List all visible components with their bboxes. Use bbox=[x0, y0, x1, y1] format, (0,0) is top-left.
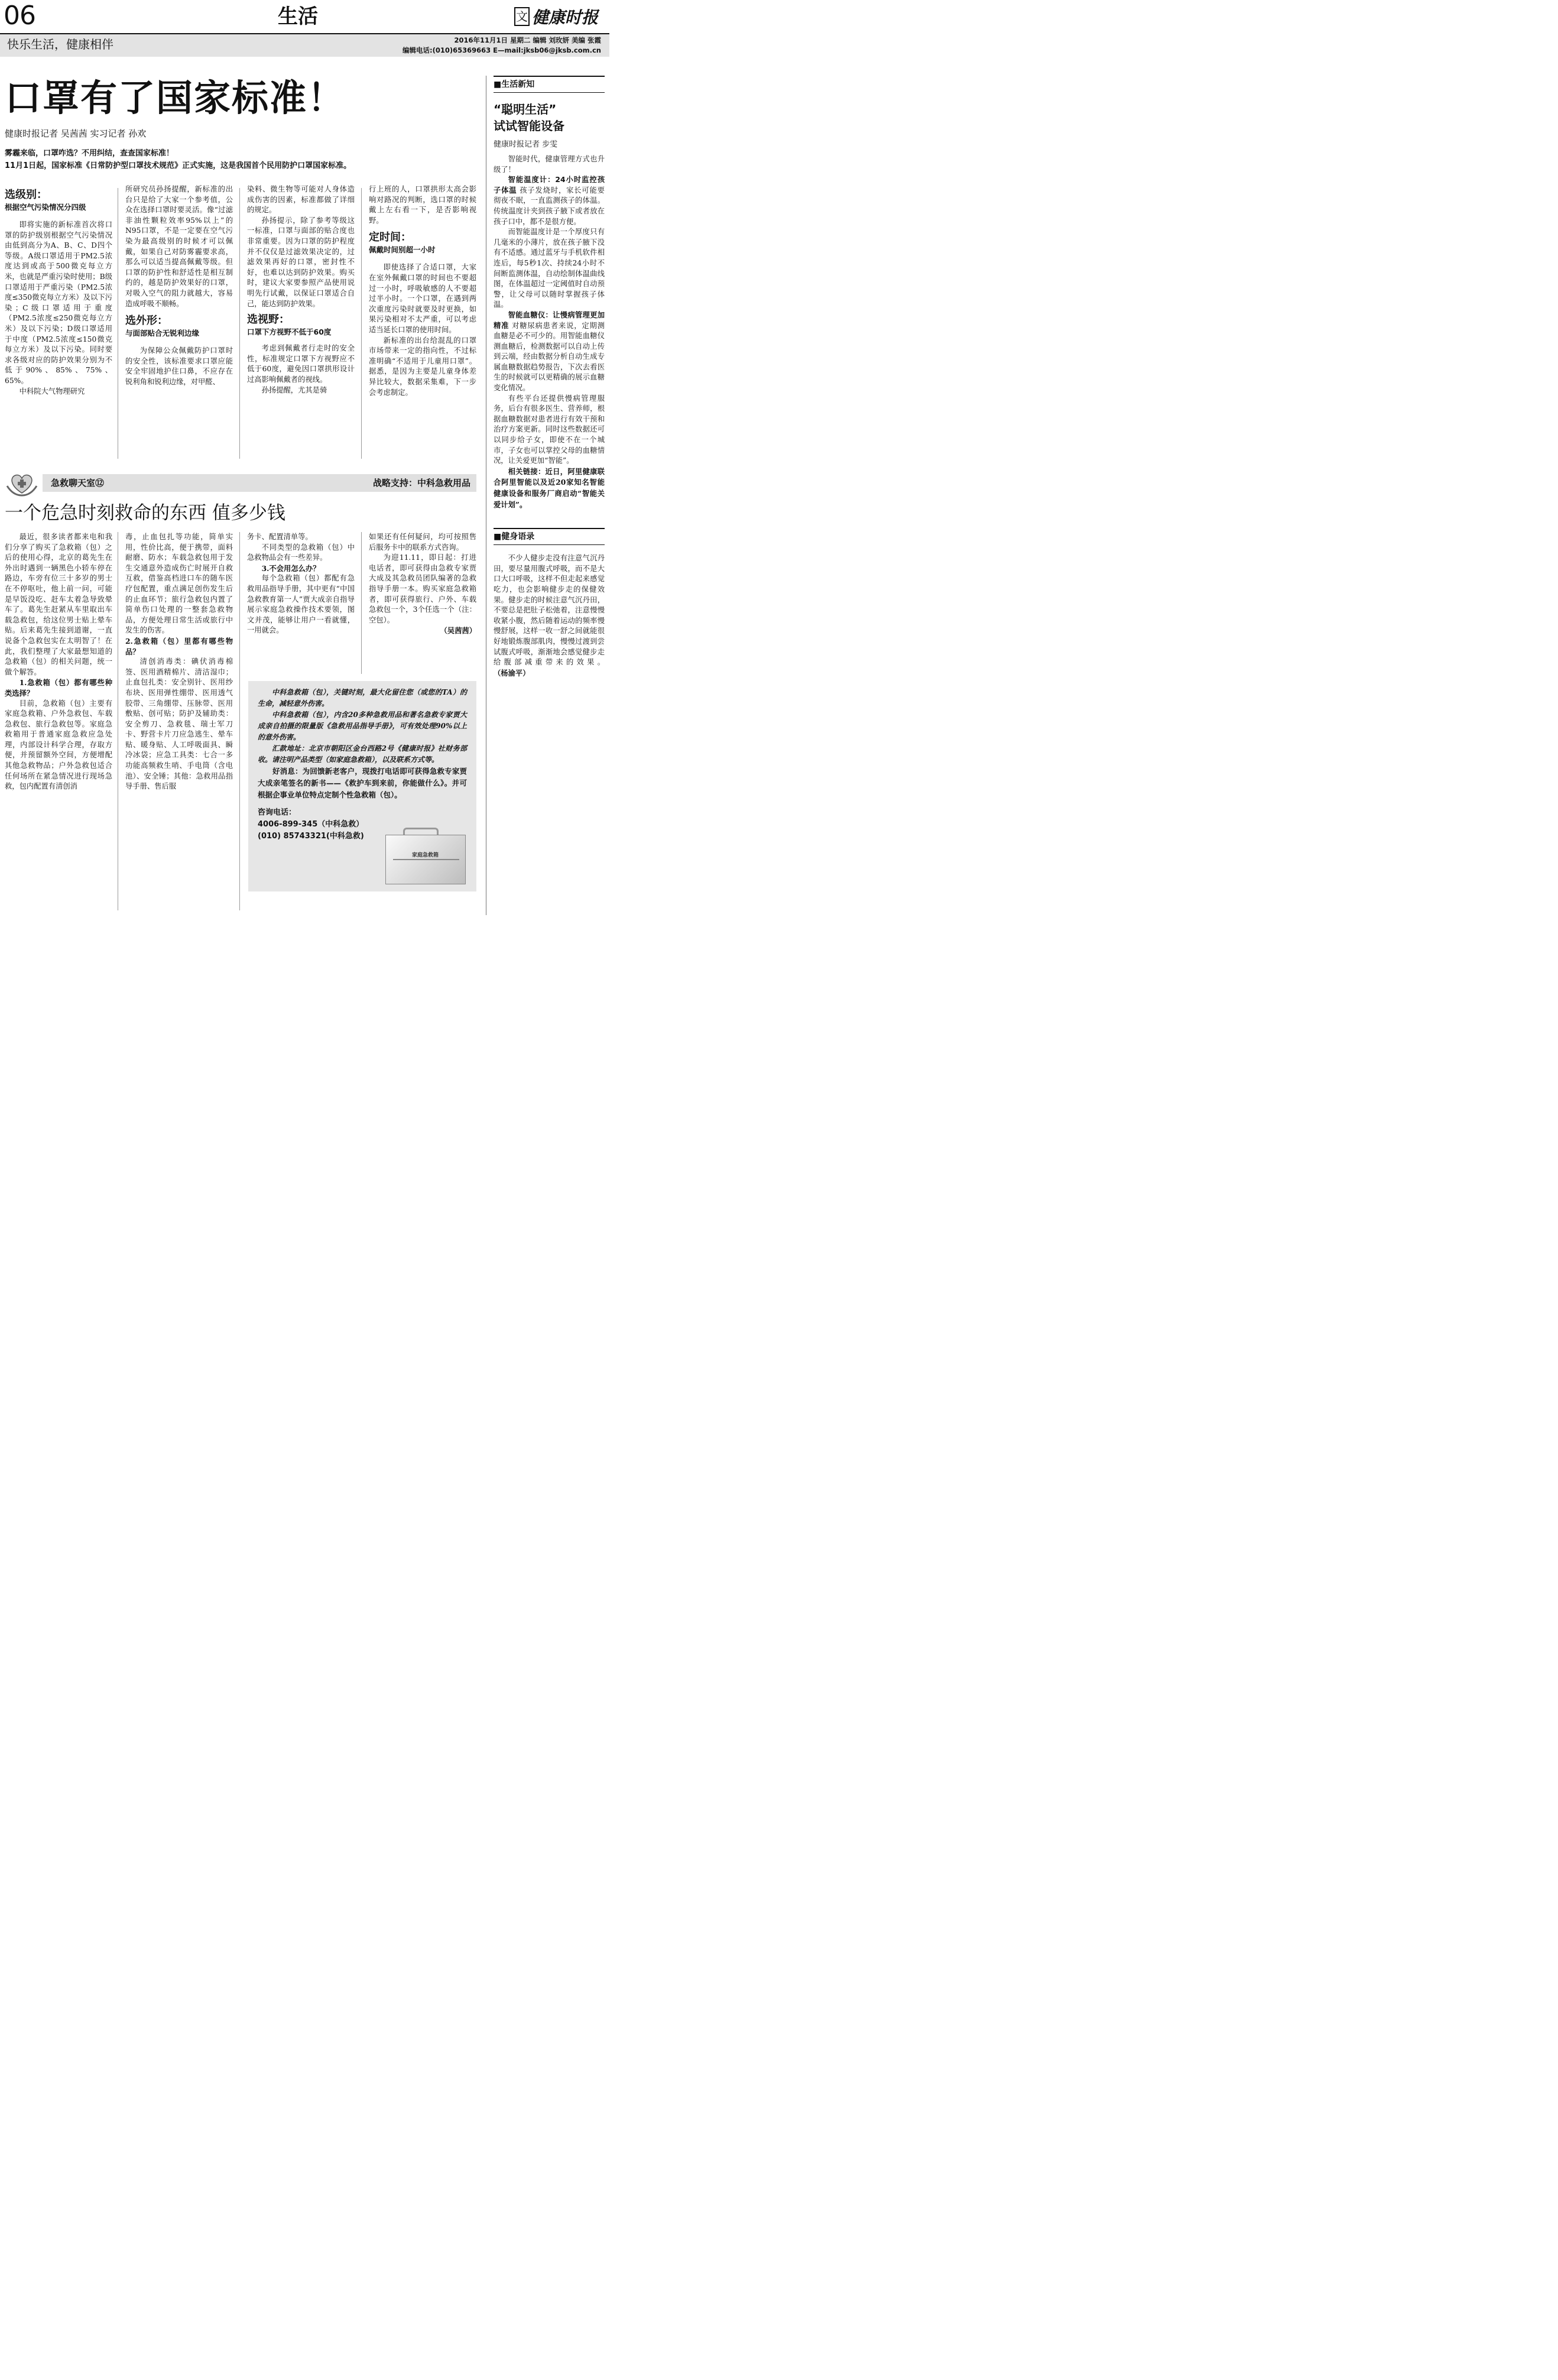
lead-column-1 bbox=[5, 188, 112, 397]
slogan: 快乐生活，健康相伴 bbox=[7, 37, 113, 51]
sidebar-lead-thermometer: 智能温度计：24小时监控孩子体温 bbox=[494, 176, 605, 194]
question-heading: 1.急救箱（包）都有哪些种类选择？ bbox=[5, 678, 112, 698]
sidebar-section-label: ■生活新知 bbox=[494, 80, 535, 89]
issue-line: 2016年11月1日 星期二 编辑 刘玫妍 美编 张霞 bbox=[454, 36, 601, 44]
column-divider bbox=[361, 532, 362, 674]
body-paragraph: 如果还有任何疑问，均可按照售后服务卡中的联系方式咨询。 bbox=[369, 533, 476, 552]
sidebar-lead-glucose: 智能血糖仪：让慢病管理更加精准 bbox=[494, 310, 605, 330]
body-paragraph: 染料、微生物等可能对人身体造成伤害的因素，标准都做了详细的规定。 bbox=[247, 185, 355, 215]
section-heading-shape: 选外形： bbox=[125, 314, 168, 328]
sidebar-text: 近日，阿里健康联合阿里智能以及近20家知名智能健康设备和服务厂商启动“智能关爱计划”。 bbox=[494, 466, 605, 509]
body-paragraph: 即使选择了合适口罩，大家在室外佩戴口罩的时间也不要超过一小时，呼吸敏感的人不要超过半小时。一个口罩，在遇到两次重度污染时就要及时更换，如果污染相对不太严重，可以考虑适当延长口罩的使用时间。 bbox=[369, 263, 476, 334]
ad-paragraph: 中科急救箱（包），内含20多种急救用品和著名急救专家贾大成亲自拍摄的限量版《急救用品指导手册》，可有效处理90%以上的意外伤害。 bbox=[258, 711, 467, 741]
ad-paragraph: 汇款地址：北京市朝阳区金台西路2号《健康时报》社财务部收。请注明产品类型（如家庭急救箱），以及联系方式等。 bbox=[258, 744, 467, 764]
first-aid-column-1 bbox=[5, 532, 112, 792]
sidebar-paragraph bbox=[494, 175, 605, 227]
body-paragraph: 为保障公众佩戴防护口罩时的安全性，该标准要求口罩应能安全牢固地护住口鼻，不应存在锐利角和锐利边缘，对甲醛、 bbox=[125, 346, 233, 386]
section-heading-time: 定时间： bbox=[369, 231, 411, 244]
sponsor-line: 战略支持：中科急救用品 bbox=[372, 478, 470, 488]
lead-byline: 健康时报记者 吴茜茜 实习记者 孙欢 bbox=[5, 128, 147, 139]
article-signature: （吴茜茜） bbox=[440, 626, 476, 635]
body-paragraph: 最近，很多读者都来电和我们分享了购买了急救箱（包）之后的使用心得，北京的葛先生在外出时遇到一辆黑色小轿车停在路边，车旁有位三十多岁的男士在不停呕吐，他上前一问，可能是早饭没吃、赶车太着急导致晕车了。葛先生赶紧从车里取出车载急救包，给这位男士贴上晕车贴。后来葛先生接到道谢，一直说备个急救包实在太明智了！在此，我们整理了大家最想知道的急救箱（包）的相关问题，统一做个解答。 bbox=[5, 533, 112, 676]
lead-intro-1: 雾霾来临，口罩咋选？不用纠结，查查国家标准！ bbox=[5, 149, 174, 158]
sidebar-paragraph bbox=[494, 310, 605, 394]
lead-headline: 口罩有了国家标准！ bbox=[5, 76, 346, 119]
lead-column-3 bbox=[247, 184, 355, 395]
phone-number-2: (010) 85743321(中科急救) bbox=[258, 832, 364, 841]
phone-number-1: 4006-899-345（中科急救） bbox=[258, 820, 364, 829]
body-paragraph: 务卡、配置清单等。 bbox=[247, 533, 313, 541]
question-heading: 3.不会用怎么办？ bbox=[261, 563, 320, 573]
section-subheading-shape: 与面部贴合无锐利边缘 bbox=[125, 329, 200, 338]
first-aid-column-4 bbox=[369, 532, 476, 636]
first-aid-column-2 bbox=[125, 532, 233, 792]
sidebar-text: 不少人健步走没有注意气沉丹田，要尽量用腹式呼吸，而不是大口大口呼吸，这样不但走起来感觉吃力，也会影响健步走的保健效果。健步走的时候注意气沉丹田，不要总是把肚子松弛着，注意慢慢收紧小腹，然后随着运动的频率慢慢舒展，这样一收一舒之间就能很好地锻炼腹部肌肉，慢慢过渡到尝试腹式呼吸，渐渐地会感觉健步走给腹部减重带来的效果。 bbox=[494, 554, 605, 667]
body-paragraph: 新标准的出台给混乱的口罩市场带来一定的指向性，不过标准明确“不适用于儿童用口罩”。据悉，是因为主要是儿童身体差异比较大，数据采集难，下一步会考虑制定。 bbox=[369, 336, 476, 397]
sidebar-paragraph: 而智能温度计是一个厚度只有几毫米的小薄片，放在孩子腋下没有不适感。通过蓝牙与手机软件相连后，每5秒1次、持续24小时不间断监测体温，自动绘制体温曲线图，在体温超过一定阈值时自动预警，让父母可以随时掌握孩子体温。 bbox=[494, 228, 605, 309]
logo-text: 健康时报 bbox=[532, 8, 599, 27]
sidebar-paragraph: 智能时代，健康管理方式也升级了！ bbox=[494, 155, 605, 174]
sidebar-related-link-label: 相关链接： bbox=[508, 467, 546, 476]
section-subheading-time: 佩戴时间别超一小时 bbox=[369, 245, 436, 255]
section-heading-level: 选级别： bbox=[5, 189, 47, 201]
masthead-logo bbox=[514, 4, 598, 30]
sidebar-paragraph bbox=[494, 466, 605, 510]
lead-column-4 bbox=[369, 184, 476, 398]
sidebar-title-1: “聪明生活” bbox=[494, 102, 557, 116]
sidebar-byline: 健康时报记者 步雯 bbox=[494, 140, 558, 149]
sidebar-signature: （杨渝平） bbox=[494, 668, 530, 677]
first-aid-banner bbox=[5, 469, 476, 497]
first-aid-box-label: 家庭急救箱 bbox=[412, 852, 439, 858]
section-heading-view: 选视野： bbox=[247, 313, 290, 326]
body-paragraph: 中科院大气物理研究 bbox=[19, 387, 85, 395]
column-divider bbox=[239, 188, 240, 459]
section-subheading-level: 根据空气污染情况分四级 bbox=[5, 203, 86, 212]
sidebar-text: 孩子发烧时，家长可能要彻夜不眠，一直监测孩子的体温。传统温度计夹到孩子腋下或者放在孩子口中，都不是很方便。 bbox=[494, 186, 605, 226]
section-title: 生活 bbox=[278, 5, 318, 28]
heart-hands-icon bbox=[5, 469, 39, 497]
ad-good-news: 好消息：为回馈新老客户，现拨打电话即可获得急救专家贾大成亲笔签名的新书——《救护车到来前，你能做什么》。并可根据企事业单位特点定制个性急救箱（包）。 bbox=[258, 767, 467, 799]
column-name: 急救聊天室⑫ bbox=[51, 478, 105, 488]
column-divider bbox=[361, 188, 362, 459]
body-paragraph: 为迎11.11，即日起：打进电话者，即可获得由急救专家贾大成及其急救员团队编著的急救指导手册一本。购买家庭急救箱者，即可获得旅行、户外、车载急救包一个，3个任选一个（注：空包）。 bbox=[369, 553, 476, 624]
sidebar-section-label: ■健身语录 bbox=[494, 532, 535, 542]
body-paragraph: 所研究员孙扬提醒，新标准的出台只是给了大家一个参考值，公众在选择口罩时要灵活。像“过滤非油性颗粒效率95%以上”的N95口罩，不是一定要在空气污染为最高级别的时候才可以佩戴，如果自己对防雾霾要求高，那么可以适当提高佩戴等级。但口罩的防护性和舒适性是相互制约的，越是防护效果好的口罩，对吸入空气的阻力就越大，容易造成呼吸不顺畅。 bbox=[125, 185, 233, 308]
section-subheading-view: 口罩下方视野不低于60度 bbox=[247, 328, 332, 337]
phone-label: 咨询电话： bbox=[258, 808, 297, 817]
question-heading: 2.急救箱（包）里都有哪些物品？ bbox=[125, 636, 233, 656]
body-paragraph: 孙扬提示，除了参考等级这一标准，口罩与面部的贴合度也非常重要。因为口罩的防护程度并不仅仅是过滤效果决定的，过滤效果再好的口罩，密封性不好，也难以达到防护效果。购买时，建议大家要参照产品使用说明先行试戴，以保证口罩适合自己，能达到防护效果。 bbox=[247, 216, 355, 308]
sidebar-paragraph bbox=[494, 553, 605, 679]
sidebar-paragraph: 有些平台还提供慢病管理服务，后台有很多医生、营养师，根据血糖数据对患者进行有效干预和治疗方案更新。同时这些数据还可以同步给子女，即使不在一个城市，子女也可以掌控父母的血糖情况，让关爱更加“智能”。 bbox=[494, 394, 605, 465]
body-paragraph: 孙扬提醒，尤其是骑 bbox=[261, 385, 327, 394]
ad-paragraph: 中科急救箱（包），关键时刻，最大化留住您（或您的TA）的生命，减轻意外伤害。 bbox=[258, 688, 467, 708]
body-paragraph: 毒，止血包扎等功能，简单实用，性价比高，便于携带，面料耐磨、防水；车载急救包用于发生交通意外造成伤亡时展开自救互救，借鉴高档进口车的随车医疗包配置，重点满足创伤发生后的止血环节；旅行急救包内置了简单伤口处理的一整套急救物品，方便处理日常生活或旅行中发生的伤害。 bbox=[125, 533, 233, 635]
sidebar-text: 对糖尿病患者来说，定期测血糖是必不可少的。用智能血糖仪测血糖后，检测数据可以自动上传到云端，经由数据分析自动生成专属血糖数据趋势报告，下次去看医生的时候就可以更精确的展示血糖变化情况。 bbox=[494, 321, 605, 393]
body-paragraph: 目前，急救箱（包）主要有家庭急救箱、户外急救包、车载急救包、旅行急救包等。家庭急救箱用于普通家庭急救应急处理，内部设计科学合理，存取方便，并预留额外空间，方便增配其他急救物品；户外急救包适合任何场所在紧急情况进行现场急救，包内配置有清创消 bbox=[5, 699, 112, 791]
first-aid-column-3 bbox=[247, 532, 355, 636]
page-number: 06 bbox=[4, 1, 35, 31]
body-paragraph: 考虑到佩戴者行走时的安全性，标准规定口罩下方视野应不低于60度，避免因口罩拱形设计过高影响佩戴者的视线。 bbox=[247, 344, 355, 384]
body-paragraph: 清创消毒类：碘伏消毒棉签、医用酒精棉片、清洁湿巾；止血包扎类：安全别针、医用纱布块、医用弹性绷带、医用透气胶带、三角绷带、压脉带、医用敷贴、创可贴；防护及辅助类：安全剪刀、急救毯、瑞士军刀卡、野营卡片刀应急逃生、晕车贴、暖身贴、人工呼吸面具、瞬冷冰袋；应急工具类：七合一多功能高频救生哨、手电筒（含电池）、安全锤；其他：急救用品指导手册、售后服 bbox=[125, 657, 233, 791]
logo-seal: 文 bbox=[514, 7, 530, 26]
contact-line: 编辑电话:(010)65369663 E—mail:jksb06@jksb.com.cn bbox=[403, 46, 601, 54]
sidebar bbox=[494, 76, 605, 679]
advertisement-box bbox=[248, 681, 476, 891]
body-paragraph: 不同类型的急救箱（包）中急救物品会有一些差异。 bbox=[247, 543, 355, 562]
column-divider bbox=[239, 532, 240, 910]
sidebar-title-2: 试试智能设备 bbox=[494, 119, 564, 133]
body-paragraph: 即将实施的新标准首次将口罩的防护级别根据空气污染情况由低到高分为A、B、C、D四个等级。A级口罩适用于PM2.5浓度达到或高于500微克每立方米，也就是严重污染时使用；B级口罩适用于严重污染（PM2.5浓度≤350微克每立方米）及以下污染；C级口罩适用于重度（PM2.5浓度≤250微克每立方米）及以下污染；D级口罩适用于中度（PM2.5浓度≤150微克每立方米）及以下污染。同时要求各级对应的防护效果分别为不低于90%、85%、75%、65%。 bbox=[5, 221, 112, 385]
body-paragraph: 每个急救箱（包）都配有急救用品指导手册，其中更有“中国急救教育第一人”贾大成亲自指导展示家庭急救操作技术要领，图文并茂，能够让用户一看就懂，一用就会。 bbox=[247, 574, 355, 635]
body-paragraph: 行上班的人，口罩拱形太高会影响对路况的判断，选口罩的时候戴上左右看一下，是否影响视野。 bbox=[369, 185, 476, 225]
first-aid-box-image bbox=[385, 828, 466, 884]
lead-column-2 bbox=[125, 184, 233, 388]
first-aid-headline: 一个危急时刻救命的东西 值多少钱 bbox=[5, 502, 285, 524]
lead-intro-2: 11月1日起，国家标准《日常防护型口罩技术规范》正式实施，这是我国首个民用防护口罩国家标准。 bbox=[5, 161, 352, 170]
